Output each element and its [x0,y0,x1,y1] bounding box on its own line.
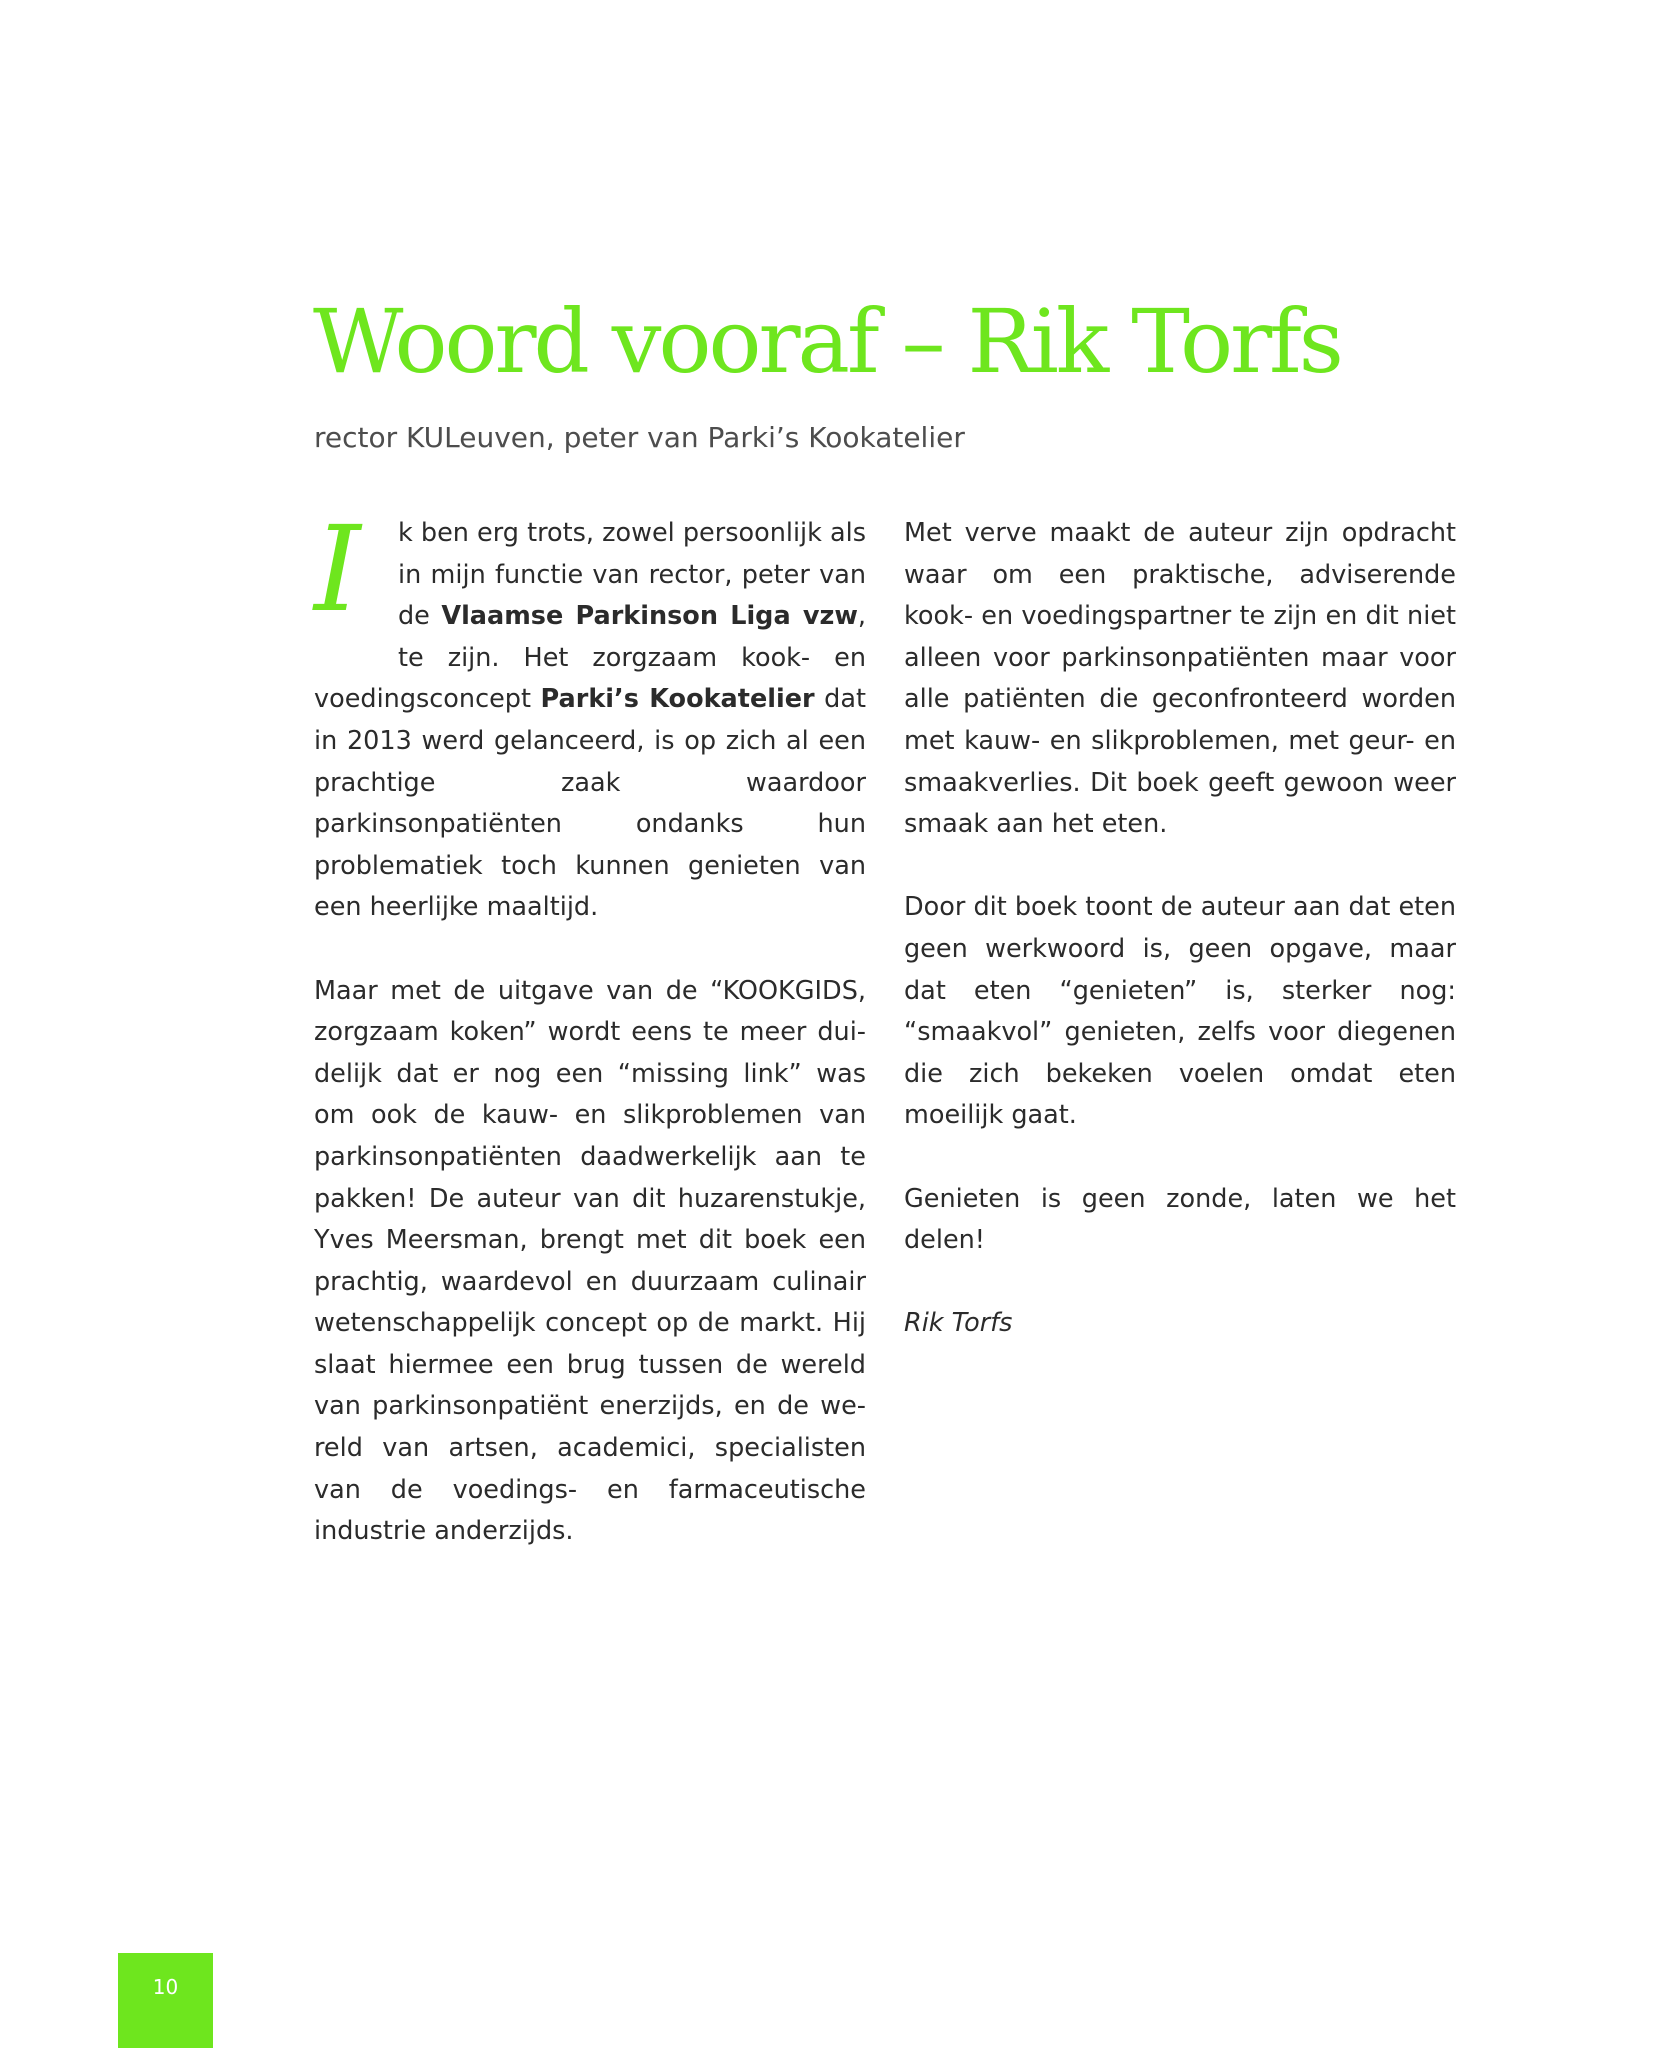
organization-name: Vlaamse Parkinson Liga vzw [441,601,858,632]
body-paragraph: Door dit boek toont de auteur aan dat eten geen werkwoord is, geen opgave, maar dat eten “genieten” is, sterker nog: “smaakvol” genieten, zelfs voor diegenen die zich bekeken voelen omdat eten moeilijk gaat. [904,892,1456,1131]
body-paragraph: Met verve maakt de auteur zijn opdracht waar om een praktische, adviserende kook- en voedingspartner te zijn en dit niet alleen voor parkinsonpatiënten maar voor alle patiënten die geconfronteerd worden met kauw- en slikproblemen, met geur- en smaakverlies. Dit boek geeft gewoon weer smaak aan het eten. [904,518,1456,840]
left-column [314,500,866,1594]
page-title: Woord vooraf – Rik Torfs [313,290,1341,393]
body-paragraph: Maar met de uitgave van de “KOOKGIDS, zorgzaam koken” wordt eens te meer duidelijk dat er nog een “missing link” was om ook de kauw- en slikproblemen van parkinsonpatiënten daadwerkelijk aan te pakken! De auteur van dit huzarenstukje, Yves Meersman, brengt met dit boek een prachtig, waardevol en duurzaam culinair wetenschappelijk concept op de markt. Hij slaat hiermee een brug tussen de wereld van parkinsonpatiënt enerzijds, en de wereld van artsen, academici, specialisten van de voedings- en farmaceutische industrie anderzijds. [314,975,866,1547]
concept-name: Parki’s Kookatelier [540,684,815,715]
page-number: 10 [152,1975,179,1999]
author-signature: Rik Torfs [904,1308,1013,1339]
drop-cap: I [314,500,361,638]
page-subtitle: rector KULeuven, peter van Parki’s Kookatelier [314,421,965,454]
intro-text-middle: , te zijn. Het zorgzaam kook- en voedingsconcept [314,601,866,715]
intro-text-end: dat in 2013 werd gelanceerd, is op zich al een prachtige zaak waardoor parkinsonpatiënten ondanks hun problematiek toch kunnen genieten van een heerlijke maaltijd. [314,684,866,923]
intro-text-start: k ben erg trots, zowel persoonlijk als in mijn functie van rector, peter van de [398,518,866,632]
intro-paragraph [314,500,866,929]
right-column [904,513,1456,1386]
page-number-badge [118,1953,213,2048]
closing-line: Genieten is geen zonde, laten we het delen! [904,1183,1456,1256]
